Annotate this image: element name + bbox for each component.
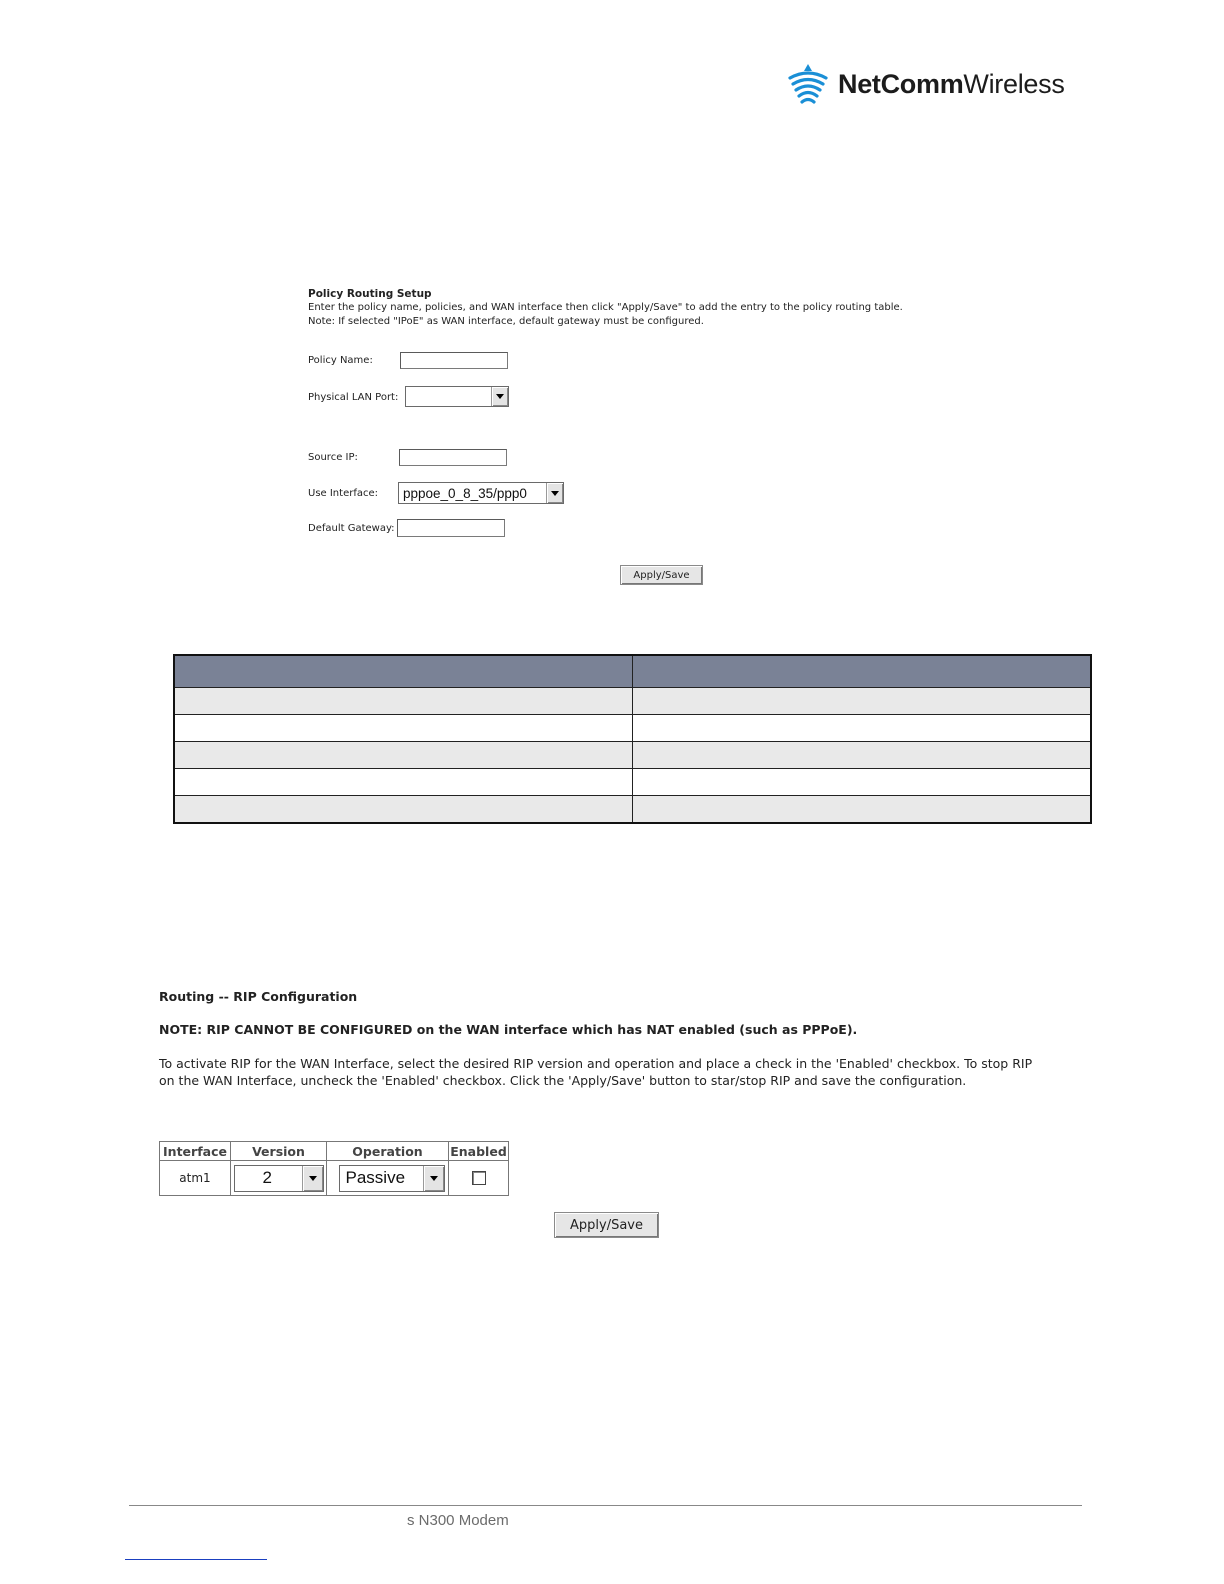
policy-routing-title: Policy Routing Setup xyxy=(308,288,432,300)
rip-enabled-cell xyxy=(449,1161,508,1195)
use-interface-label: Use Interface: xyxy=(308,488,378,499)
rip-col-enabled: Enabled xyxy=(449,1142,508,1161)
policy-apply-save-button[interactable]: Apply/Save xyxy=(620,565,703,585)
source-ip-input[interactable] xyxy=(399,449,507,466)
table-row xyxy=(175,768,1090,795)
physical-lan-port-select[interactable] xyxy=(405,386,509,407)
table-cell xyxy=(633,796,1090,822)
rip-title: Routing -- RIP Configuration xyxy=(159,989,358,1004)
table-cell xyxy=(633,688,1090,714)
table-cell xyxy=(175,715,633,741)
policy-routing-note: Note: If selected "IPoE" as WAN interface, default gateway must be configured. xyxy=(308,316,704,327)
policy-name-input[interactable] xyxy=(400,352,508,369)
table-cell xyxy=(175,688,633,714)
rip-col-interface: Interface xyxy=(160,1142,231,1161)
wifi-waves-icon xyxy=(786,62,830,106)
table-header-row xyxy=(175,656,1090,687)
default-gateway-label: Default Gateway: xyxy=(308,523,395,534)
logo-wordmark: NetCommWireless xyxy=(838,68,1065,99)
table-row xyxy=(175,714,1090,741)
chevron-down-icon xyxy=(302,1166,323,1191)
rip-apply-save-button[interactable]: Apply/Save xyxy=(554,1212,659,1238)
rip-paragraph-line1: To activate RIP for the WAN Interface, select the desired RIP version and operation and place a check in the 'Enabled' checkbox. To stop RIP xyxy=(159,1056,1033,1071)
source-ip-label: Source IP: xyxy=(308,452,358,463)
table-row xyxy=(175,795,1090,822)
default-gateway-input[interactable] xyxy=(397,519,505,537)
footer-link-underline[interactable] xyxy=(125,1559,267,1560)
table-row xyxy=(175,741,1090,768)
table-cell xyxy=(633,715,1090,741)
policy-name-label: Policy Name: xyxy=(308,355,373,366)
footer-text: s N300 Modem xyxy=(407,1512,509,1529)
table-cell xyxy=(175,769,633,795)
chevron-down-icon xyxy=(546,483,563,503)
table-cell xyxy=(175,796,633,822)
rip-operation-select[interactable]: Passive xyxy=(339,1165,445,1192)
table-cell xyxy=(175,742,633,768)
rip-operation-cell xyxy=(327,1161,449,1195)
use-interface-select[interactable]: pppoe_0_8_35/ppp0 xyxy=(398,482,564,504)
field-table xyxy=(173,654,1092,824)
table-cell xyxy=(633,742,1090,768)
rip-paragraph-line2: on the WAN Interface, uncheck the 'Enabled' checkbox. Click the 'Apply/Save' button to star/stop RIP and save the configuration. xyxy=(159,1073,967,1088)
rip-col-operation: Operation xyxy=(327,1142,449,1161)
footer-divider xyxy=(129,1505,1082,1506)
table-cell xyxy=(633,769,1090,795)
table-header-cell xyxy=(175,656,633,687)
table-header-cell xyxy=(633,656,1090,687)
policy-routing-instruction: Enter the policy name, policies, and WAN interface then click "Apply/Save" to add the entry to the policy routing table. xyxy=(308,302,903,313)
netcomm-logo xyxy=(786,62,1065,106)
chevron-down-icon xyxy=(423,1166,444,1191)
rip-note: NOTE: RIP CANNOT BE CONFIGURED on the WAN interface which has NAT enabled (such as PPPoE). xyxy=(159,1022,858,1037)
physical-lan-port-label: Physical LAN Port: xyxy=(308,392,399,403)
rip-interface-cell: atm1 xyxy=(160,1161,231,1195)
rip-enabled-checkbox[interactable] xyxy=(472,1171,486,1185)
rip-version-cell xyxy=(231,1161,327,1195)
table-row xyxy=(175,687,1090,714)
chevron-down-icon xyxy=(491,387,508,406)
rip-col-version: Version xyxy=(231,1142,327,1161)
rip-table xyxy=(159,1141,509,1196)
rip-version-select[interactable]: 2 xyxy=(234,1165,324,1192)
